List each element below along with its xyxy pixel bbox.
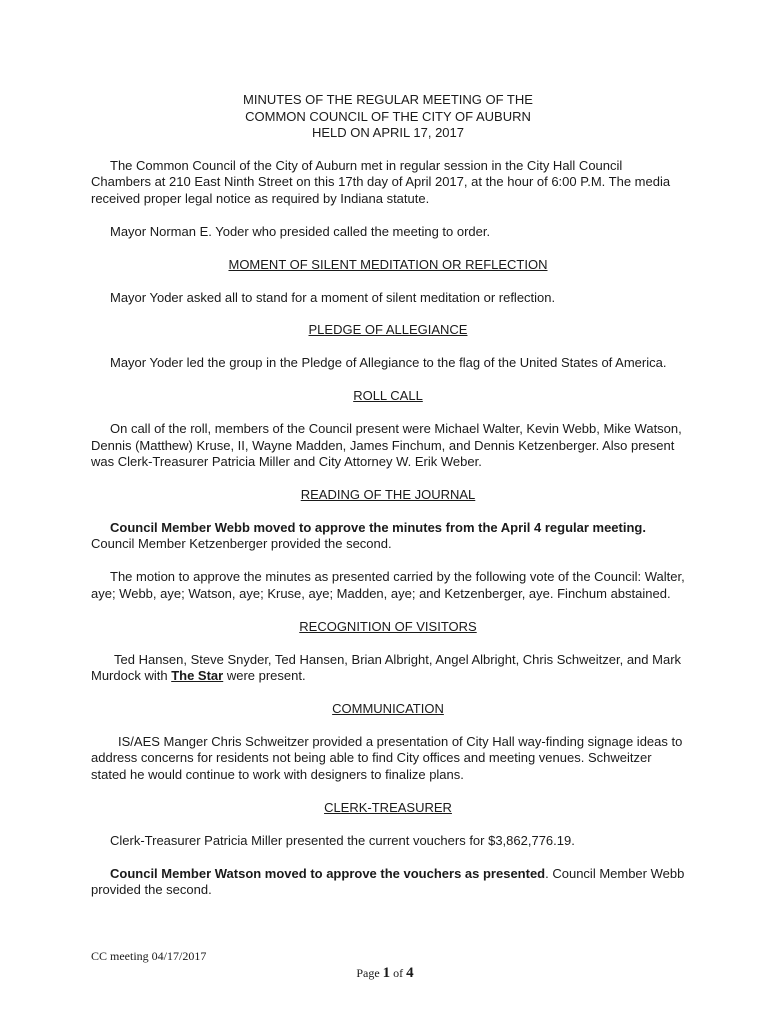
page-prefix: Page	[356, 966, 383, 980]
visitors-text-after: were present.	[223, 668, 306, 684]
current-page-number: 1	[382, 965, 391, 981]
call-to-order-paragraph: Mayor Norman E. Yoder who presided called the meeting to order.	[110, 223, 491, 239]
clerk-vouchers-paragraph: Clerk-Treasurer Patricia Miller presented the current vouchers for $3,862,776.19.	[110, 832, 575, 848]
document-title	[91, 92, 685, 142]
section-heading-journal: READING OF THE JOURNAL	[300, 487, 476, 503]
title-line-3: HELD ON APRIL 17, 2017	[312, 125, 464, 140]
clerk-motion-rest: . Council Member Webb provided the second.	[91, 865, 685, 898]
journal-motion-bold: Council Member Webb moved to approve the minutes from the April 4 regular meeting.	[110, 519, 646, 535]
total-page-number: 4	[406, 965, 414, 981]
roll-call-paragraph: On call of the roll, members of the Council present were Michael Walter, Kevin Webb, Mike Watson, Dennis (Matthew) Kruse, II, Wayne Madden, James Finchum, and Dennis Ketzenberger. Also present was Clerk-Treasurer Patricia Miller and City Attorney W. Erik Weber.	[91, 421, 682, 470]
title-line-2: COMMON COUNCIL OF THE CITY OF AUBURN	[245, 108, 531, 124]
communication-paragraph: IS/AES Manger Chris Schweitzer provided a presentation of City Hall way-finding signage ideas to address concerns for residents not being able to find City offices and meeting venues. Schweitzer stated he would continue to work with designers to finalize plans.	[91, 733, 683, 782]
title-line-1: MINUTES OF THE REGULAR MEETING OF THE	[243, 92, 533, 107]
clerk-motion-paragraph	[91, 866, 685, 899]
the-star-publication: The Star	[171, 668, 224, 684]
visitors-text-before: Ted Hansen, Steve Snyder, Ted Hansen, Brian Albright, Angel Albright, Chris Schweitzer, and Mark Murdock with	[91, 651, 682, 684]
section-heading-roll-call: ROLL CALL	[353, 388, 423, 404]
section-heading-visitors: RECOGNITION OF VISITORS	[299, 618, 477, 634]
clerk-motion-bold: Council Member Watson moved to approve the vouchers as presented	[110, 865, 546, 881]
journal-vote-paragraph: The motion to approve the minutes as presented carried by the following vote of the Council: Walter, aye; Webb, aye; Watson, aye; Kruse, aye; Madden, aye; and Ketzenberger, aye. Finchum abstained.	[91, 569, 685, 601]
document-page	[91, 92, 685, 899]
visitors-paragraph	[91, 652, 685, 685]
section-heading-communication: COMMUNICATION	[332, 700, 444, 716]
section-heading-pledge: PLEDGE OF ALLEGIANCE	[308, 322, 468, 338]
footer-meeting-label: CC meeting 04/17/2017	[91, 949, 207, 963]
intro-paragraph: The Common Council of the City of Auburn met in regular session in the City Hall Council Chambers at 210 East Ninth Street on this 17th day of April 2017, at the hour of 6:00 P.M. The media received proper legal notice as required by Indiana statute.	[91, 157, 671, 206]
section-heading-silent: MOMENT OF SILENT MEDITATION OR REFLECTION	[228, 256, 548, 272]
pledge-paragraph: Mayor Yoder led the group in the Pledge of Allegiance to the flag of the United States of America.	[110, 355, 667, 371]
silent-paragraph: Mayor Yoder asked all to stand for a moment of silent meditation or reflection.	[110, 289, 556, 305]
page-of: of	[390, 966, 407, 980]
section-heading-clerk-treasurer: CLERK-TREASURER	[324, 799, 452, 815]
journal-motion-rest: Council Member Ketzenberger provided the second.	[91, 536, 392, 552]
footer-page-number	[0, 965, 770, 982]
journal-motion-paragraph	[91, 520, 685, 553]
